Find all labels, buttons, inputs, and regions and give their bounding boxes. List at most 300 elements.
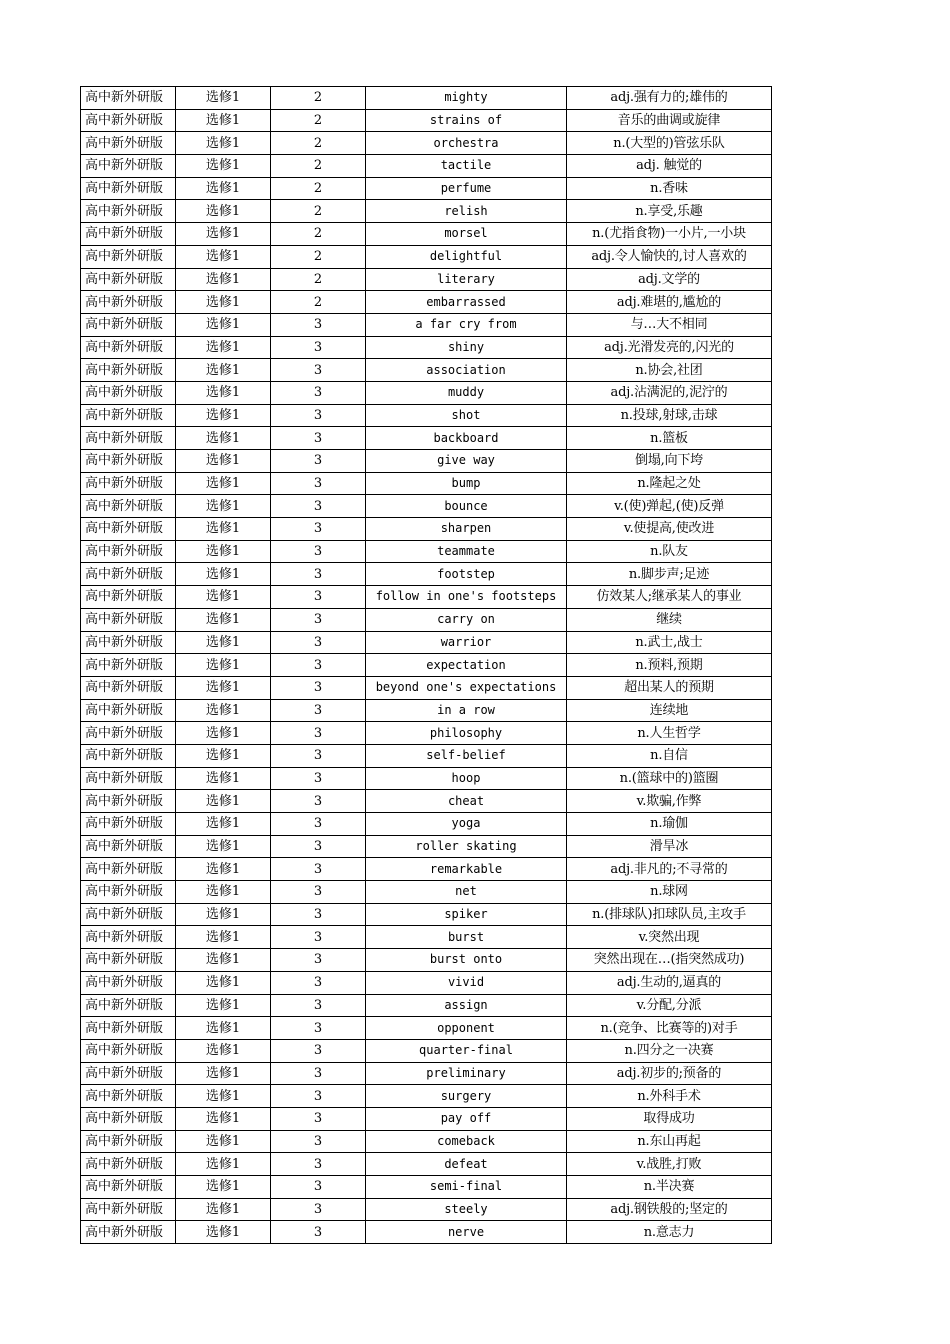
table-row [81,495,772,518]
table-row [81,1198,772,1221]
module-cell: 选修1 [176,949,271,972]
edition-cell: 高中新外研版 [81,245,176,268]
edition-cell: 高中新外研版 [81,631,176,654]
edition-cell: 高中新外研版 [81,926,176,949]
unit-cell: 3 [271,608,366,631]
meaning-cell: 取得成功 [567,1107,772,1130]
table-row [81,313,772,336]
meaning-cell: adj.令人愉快的,讨人喜欢的 [567,245,772,268]
word-cell: assign [366,994,567,1017]
table-row [81,155,772,178]
meaning-cell: n.(尤指食物)一小片,一小块 [567,223,772,246]
unit-cell: 2 [271,223,366,246]
edition-cell: 高中新外研版 [81,155,176,178]
table-row [81,971,772,994]
unit-cell: 3 [271,563,366,586]
word-cell: self-belief [366,744,567,767]
unit-cell: 3 [271,767,366,790]
word-cell: opponent [366,1017,567,1040]
word-cell: yoga [366,813,567,836]
edition-cell: 高中新外研版 [81,427,176,450]
edition-cell: 高中新外研版 [81,1221,176,1244]
edition-cell: 高中新外研版 [81,1176,176,1199]
word-cell: delightful [366,245,567,268]
module-cell: 选修1 [176,245,271,268]
module-cell: 选修1 [176,699,271,722]
meaning-cell: n.隆起之处 [567,472,772,495]
edition-cell: 高中新外研版 [81,381,176,404]
module-cell: 选修1 [176,291,271,314]
word-cell: expectation [366,654,567,677]
module-cell: 选修1 [176,1039,271,1062]
module-cell: 选修1 [176,744,271,767]
table-row [81,699,772,722]
meaning-cell: n.队友 [567,540,772,563]
unit-cell: 3 [271,722,366,745]
unit-cell: 3 [271,1198,366,1221]
word-cell: tactile [366,155,567,178]
unit-cell: 3 [271,813,366,836]
table-row [81,1062,772,1085]
unit-cell: 3 [271,336,366,359]
word-cell: embarrassed [366,291,567,314]
word-cell: mighty [366,87,567,110]
edition-cell: 高中新外研版 [81,359,176,382]
module-cell: 选修1 [176,1176,271,1199]
unit-cell: 3 [271,586,366,609]
word-cell: orchestra [366,132,567,155]
word-cell: preliminary [366,1062,567,1085]
unit-cell: 3 [271,1039,366,1062]
word-cell: steely [366,1198,567,1221]
table-row [81,291,772,314]
module-cell: 选修1 [176,971,271,994]
word-cell: morsel [366,223,567,246]
module-cell: 选修1 [176,835,271,858]
unit-cell: 3 [271,926,366,949]
unit-cell: 3 [271,835,366,858]
edition-cell: 高中新外研版 [81,87,176,110]
word-cell: nerve [366,1221,567,1244]
table-row [81,223,772,246]
word-cell: footstep [366,563,567,586]
table-row [81,631,772,654]
meaning-cell: n.协会,社团 [567,359,772,382]
unit-cell: 2 [271,268,366,291]
module-cell: 选修1 [176,132,271,155]
meaning-cell: adj.非凡的;不寻常的 [567,858,772,881]
word-cell: shot [366,404,567,427]
word-cell: carry on [366,608,567,631]
edition-cell: 高中新外研版 [81,586,176,609]
edition-cell: 高中新外研版 [81,563,176,586]
unit-cell: 3 [271,450,366,473]
unit-cell: 2 [271,291,366,314]
edition-cell: 高中新外研版 [81,200,176,223]
table-row [81,790,772,813]
word-cell: vivid [366,971,567,994]
edition-cell: 高中新外研版 [81,835,176,858]
edition-cell: 高中新外研版 [81,540,176,563]
meaning-cell: adj.沾满泥的,泥泞的 [567,381,772,404]
edition-cell: 高中新外研版 [81,313,176,336]
word-cell: shiny [366,336,567,359]
meaning-cell: 突然出现在…(指突然成功) [567,949,772,972]
word-cell: pay off [366,1107,567,1130]
meaning-cell: 倒塌,向下垮 [567,450,772,473]
table-row [81,858,772,881]
unit-cell: 3 [271,744,366,767]
table-row [81,427,772,450]
word-cell: sharpen [366,518,567,541]
unit-cell: 3 [271,1153,366,1176]
edition-cell: 高中新外研版 [81,1130,176,1153]
meaning-cell: 滑旱冰 [567,835,772,858]
table-row [81,903,772,926]
table-row [81,336,772,359]
module-cell: 选修1 [176,427,271,450]
table-row [81,767,772,790]
meaning-cell: adj.光滑发亮的,闪光的 [567,336,772,359]
module-cell: 选修1 [176,813,271,836]
table-row [81,744,772,767]
word-cell: bounce [366,495,567,518]
module-cell: 选修1 [176,177,271,200]
table-row [81,404,772,427]
word-cell: literary [366,268,567,291]
module-cell: 选修1 [176,200,271,223]
unit-cell: 3 [271,1221,366,1244]
unit-cell: 3 [271,495,366,518]
word-cell: a far cry from [366,313,567,336]
module-cell: 选修1 [176,313,271,336]
module-cell: 选修1 [176,994,271,1017]
edition-cell: 高中新外研版 [81,1085,176,1108]
vocabulary-table [80,86,772,1244]
word-cell: warrior [366,631,567,654]
module-cell: 选修1 [176,155,271,178]
table-row [81,1176,772,1199]
edition-cell: 高中新外研版 [81,291,176,314]
module-cell: 选修1 [176,87,271,110]
edition-cell: 高中新外研版 [81,654,176,677]
unit-cell: 3 [271,472,366,495]
meaning-cell: 超出某人的预期 [567,676,772,699]
module-cell: 选修1 [176,404,271,427]
edition-cell: 高中新外研版 [81,223,176,246]
word-cell: surgery [366,1085,567,1108]
module-cell: 选修1 [176,563,271,586]
word-cell: bump [366,472,567,495]
module-cell: 选修1 [176,1085,271,1108]
meaning-cell: v.使提高,使改进 [567,518,772,541]
unit-cell: 3 [271,949,366,972]
meaning-cell: n.武士,战士 [567,631,772,654]
unit-cell: 3 [271,313,366,336]
word-cell: hoop [366,767,567,790]
meaning-cell: n.投球,射球,击球 [567,404,772,427]
word-cell: roller skating [366,835,567,858]
meaning-cell: adj.强有力的;雄伟的 [567,87,772,110]
table-row [81,450,772,473]
module-cell: 选修1 [176,858,271,881]
word-cell: remarkable [366,858,567,881]
word-cell: teammate [366,540,567,563]
edition-cell: 高中新外研版 [81,994,176,1017]
module-cell: 选修1 [176,631,271,654]
meaning-cell: n.篮板 [567,427,772,450]
edition-cell: 高中新外研版 [81,1017,176,1040]
unit-cell: 2 [271,109,366,132]
edition-cell: 高中新外研版 [81,722,176,745]
table-row [81,813,772,836]
edition-cell: 高中新外研版 [81,450,176,473]
unit-cell: 2 [271,155,366,178]
table-row [81,949,772,972]
word-cell: association [366,359,567,382]
edition-cell: 高中新外研版 [81,949,176,972]
table-row [81,381,772,404]
meaning-cell: n.预料,预期 [567,654,772,677]
meaning-cell: v.欺骗,作弊 [567,790,772,813]
meaning-cell: n.瑜伽 [567,813,772,836]
word-cell: beyond one's expectations [366,676,567,699]
meaning-cell: n.自信 [567,744,772,767]
meaning-cell: n.外科手术 [567,1085,772,1108]
meaning-cell: n.(排球队)扣球队员,主攻手 [567,903,772,926]
table-row [81,132,772,155]
module-cell: 选修1 [176,722,271,745]
unit-cell: 3 [271,1085,366,1108]
word-cell: philosophy [366,722,567,745]
module-cell: 选修1 [176,540,271,563]
edition-cell: 高中新外研版 [81,177,176,200]
table-row [81,881,772,904]
unit-cell: 3 [271,903,366,926]
meaning-cell: v.战胜,打败 [567,1153,772,1176]
edition-cell: 高中新外研版 [81,1198,176,1221]
meaning-cell: n.香味 [567,177,772,200]
table-row [81,676,772,699]
meaning-cell: v.(使)弹起,(使)反弹 [567,495,772,518]
word-cell: strains of [366,109,567,132]
module-cell: 选修1 [176,586,271,609]
module-cell: 选修1 [176,450,271,473]
module-cell: 选修1 [176,1062,271,1085]
module-cell: 选修1 [176,1198,271,1221]
table-row [81,1221,772,1244]
table-row [81,654,772,677]
table-row [81,1130,772,1153]
table-row [81,472,772,495]
meaning-cell: n.意志力 [567,1221,772,1244]
unit-cell: 3 [271,540,366,563]
table-row [81,1085,772,1108]
meaning-cell: adj.生动的,逼真的 [567,971,772,994]
meaning-cell: 音乐的曲调或旋律 [567,109,772,132]
meaning-cell: v.分配,分派 [567,994,772,1017]
module-cell: 选修1 [176,654,271,677]
table-row [81,1017,772,1040]
meaning-cell: adj.难堪的,尴尬的 [567,291,772,314]
unit-cell: 3 [271,359,366,382]
module-cell: 选修1 [176,1130,271,1153]
table-row [81,994,772,1017]
vocabulary-table-body [81,87,772,1244]
meaning-cell: n.享受,乐趣 [567,200,772,223]
meaning-cell: v.突然出现 [567,926,772,949]
unit-cell: 3 [271,1176,366,1199]
unit-cell: 2 [271,177,366,200]
edition-cell: 高中新外研版 [81,1039,176,1062]
unit-cell: 3 [271,654,366,677]
unit-cell: 3 [271,1130,366,1153]
module-cell: 选修1 [176,381,271,404]
module-cell: 选修1 [176,109,271,132]
edition-cell: 高中新外研版 [81,699,176,722]
unit-cell: 3 [271,676,366,699]
table-row [81,563,772,586]
edition-cell: 高中新外研版 [81,109,176,132]
edition-cell: 高中新外研版 [81,881,176,904]
unit-cell: 3 [271,971,366,994]
table-row [81,608,772,631]
meaning-cell: adj.初步的;预备的 [567,1062,772,1085]
module-cell: 选修1 [176,336,271,359]
unit-cell: 3 [271,518,366,541]
word-cell: net [366,881,567,904]
unit-cell: 2 [271,200,366,223]
edition-cell: 高中新外研版 [81,472,176,495]
table-row [81,518,772,541]
module-cell: 选修1 [176,1221,271,1244]
meaning-cell: 继续 [567,608,772,631]
edition-cell: 高中新外研版 [81,132,176,155]
unit-cell: 2 [271,132,366,155]
meaning-cell: n.人生哲学 [567,722,772,745]
unit-cell: 3 [271,404,366,427]
module-cell: 选修1 [176,1153,271,1176]
meaning-cell: 仿效某人;继承某人的事业 [567,586,772,609]
word-cell: perfume [366,177,567,200]
edition-cell: 高中新外研版 [81,1062,176,1085]
table-row [81,359,772,382]
meaning-cell: adj.钢铁般的;坚定的 [567,1198,772,1221]
word-cell: burst [366,926,567,949]
module-cell: 选修1 [176,223,271,246]
edition-cell: 高中新外研版 [81,903,176,926]
edition-cell: 高中新外研版 [81,1107,176,1130]
meaning-cell: n.(大型的)管弦乐队 [567,132,772,155]
edition-cell: 高中新外研版 [81,971,176,994]
table-row [81,200,772,223]
word-cell: quarter-final [366,1039,567,1062]
module-cell: 选修1 [176,518,271,541]
unit-cell: 2 [271,87,366,110]
word-cell: semi-final [366,1176,567,1199]
table-row [81,109,772,132]
edition-cell: 高中新外研版 [81,608,176,631]
unit-cell: 3 [271,699,366,722]
table-row [81,268,772,291]
module-cell: 选修1 [176,767,271,790]
module-cell: 选修1 [176,881,271,904]
meaning-cell: 与…大不相同 [567,313,772,336]
table-row [81,245,772,268]
edition-cell: 高中新外研版 [81,744,176,767]
word-cell: cheat [366,790,567,813]
table-row [81,1153,772,1176]
meaning-cell: 连续地 [567,699,772,722]
meaning-cell: n.脚步声;足迹 [567,563,772,586]
word-cell: muddy [366,381,567,404]
word-cell: comeback [366,1130,567,1153]
table-row [81,835,772,858]
word-cell: spiker [366,903,567,926]
table-row [81,1039,772,1062]
meaning-cell: adj.文学的 [567,268,772,291]
module-cell: 选修1 [176,926,271,949]
module-cell: 选修1 [176,1107,271,1130]
module-cell: 选修1 [176,359,271,382]
word-cell: give way [366,450,567,473]
edition-cell: 高中新外研版 [81,813,176,836]
edition-cell: 高中新外研版 [81,858,176,881]
meaning-cell: n.球网 [567,881,772,904]
table-row [81,1107,772,1130]
edition-cell: 高中新外研版 [81,268,176,291]
unit-cell: 3 [271,631,366,654]
unit-cell: 3 [271,1062,366,1085]
word-cell: defeat [366,1153,567,1176]
edition-cell: 高中新外研版 [81,790,176,813]
unit-cell: 3 [271,994,366,1017]
word-cell: in a row [366,699,567,722]
meaning-cell: n.半决赛 [567,1176,772,1199]
unit-cell: 3 [271,1107,366,1130]
table-row [81,177,772,200]
edition-cell: 高中新外研版 [81,495,176,518]
unit-cell: 3 [271,790,366,813]
unit-cell: 3 [271,1017,366,1040]
module-cell: 选修1 [176,495,271,518]
word-cell: relish [366,200,567,223]
module-cell: 选修1 [176,903,271,926]
unit-cell: 3 [271,881,366,904]
table-row [81,586,772,609]
edition-cell: 高中新外研版 [81,404,176,427]
edition-cell: 高中新外研版 [81,676,176,699]
module-cell: 选修1 [176,1017,271,1040]
meaning-cell: n.(竞争、比赛等的)对手 [567,1017,772,1040]
table-row [81,540,772,563]
module-cell: 选修1 [176,790,271,813]
unit-cell: 3 [271,858,366,881]
table-row [81,722,772,745]
module-cell: 选修1 [176,676,271,699]
meaning-cell: n.东山再起 [567,1130,772,1153]
edition-cell: 高中新外研版 [81,1153,176,1176]
unit-cell: 2 [271,245,366,268]
word-cell: follow in one's footsteps [366,586,567,609]
module-cell: 选修1 [176,608,271,631]
word-cell: burst onto [366,949,567,972]
unit-cell: 3 [271,427,366,450]
module-cell: 选修1 [176,268,271,291]
module-cell: 选修1 [176,472,271,495]
meaning-cell: n.(篮球中的)篮圈 [567,767,772,790]
edition-cell: 高中新外研版 [81,518,176,541]
